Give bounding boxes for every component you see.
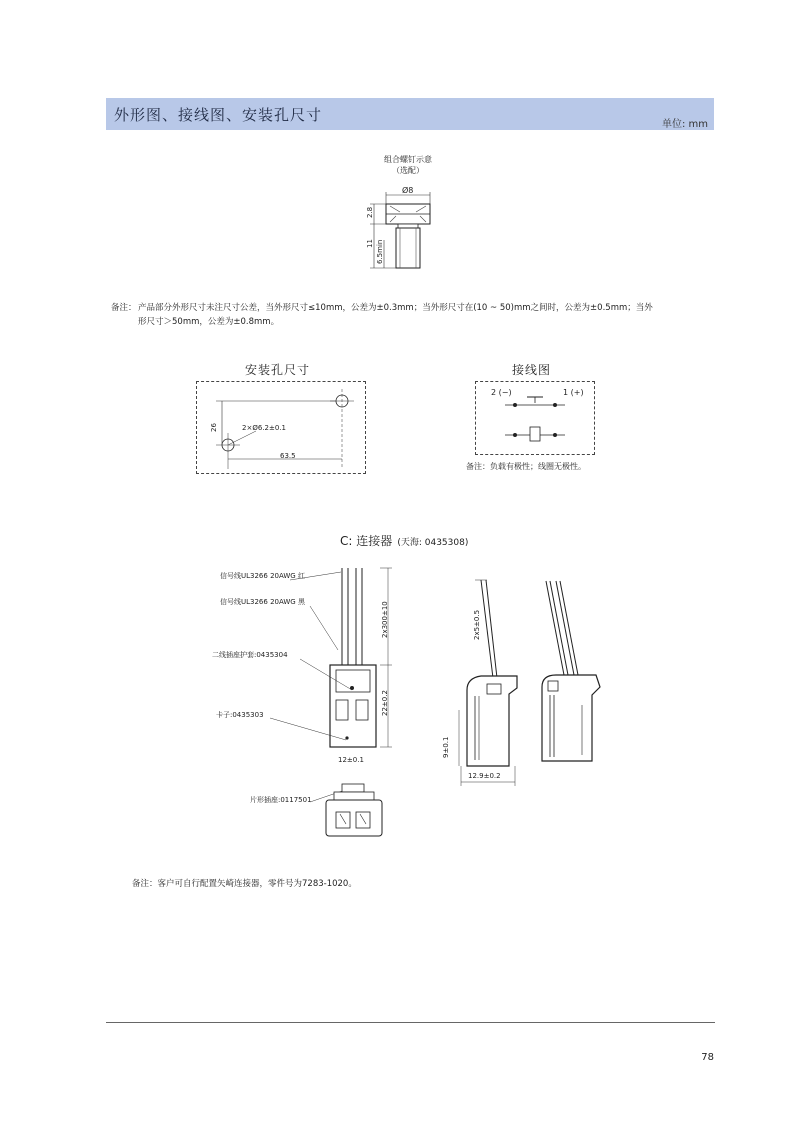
screw-dim-diameter: Ø8 xyxy=(402,186,414,195)
connector-side-drawing xyxy=(445,570,525,790)
label-black-wire: 信号线UL3266 20AWG 黑 xyxy=(220,598,305,606)
footer-divider xyxy=(106,1022,715,1023)
wiring-pin-left: 2 (−) xyxy=(491,388,512,397)
mounting-dim-hole: 2×Ø6.2±0.1 xyxy=(242,424,286,432)
label-housing: 二线插座护套:0435304 xyxy=(212,651,288,659)
label-red-wire: 信号线UL3266 20AWG 红 xyxy=(220,572,305,580)
screw-dim-min: 6.5min xyxy=(376,239,384,264)
tab-receptacle-drawing xyxy=(320,782,390,842)
label-tab: 片形插座:0117501 xyxy=(250,796,312,804)
connector-dim-side-width: 12.9±0.2 xyxy=(468,772,501,780)
connector-title-main: C: 连接器 xyxy=(340,534,393,548)
unit-label: 单位: mm xyxy=(661,119,708,130)
connector-rear-drawing xyxy=(530,575,610,775)
connector-dim-pitch: 2x5±0.5 xyxy=(473,609,481,640)
mounting-title: 安装孔尺寸 xyxy=(245,363,311,377)
note-tolerance-line2: 形尺寸＞50mm，公差为±0.8mm。 xyxy=(138,317,280,327)
mounting-dim-vertical: 26 xyxy=(210,423,218,432)
connector-dim-depth: 9±0.1 xyxy=(442,736,450,758)
note-connector: 备注：客户可自行配置矢崎连接器，零件号为7283-1020。 xyxy=(132,879,357,889)
mounting-dim-horizontal: 63.5 xyxy=(280,452,296,460)
note-tolerance-label: 备注： xyxy=(111,303,137,313)
connector-dim-width: 12±0.1 xyxy=(338,756,364,764)
screw-dim-length: 11 xyxy=(366,239,374,248)
section-title: 外形图、接线图、安装孔尺寸 xyxy=(114,106,323,124)
screw-caption-line2: （选配） xyxy=(392,166,424,175)
connector-dim-height: 22±0.2 xyxy=(381,690,389,716)
connector-dim-wire: 2x300±10 xyxy=(381,601,389,638)
screw-dim-head: 2.8 xyxy=(366,206,374,218)
note-tolerance-line1: 产品部分外形尺寸未注尺寸公差，当外形尺寸≤10mm，公差为±0.3mm；当外形尺寸在(10 ~ 50)mm之间时，公差为±0.5mm；当外 xyxy=(138,303,653,313)
page-number: 78 xyxy=(701,1052,714,1063)
wiring-title: 接线图 xyxy=(512,363,552,377)
label-terminal: 卡子:0435303 xyxy=(216,711,264,719)
connector-title-sub: (天海: 0435308) xyxy=(397,538,469,548)
wiring-pin-right: 1 (+) xyxy=(563,388,584,397)
screw-caption-line1: 组合螺钉示意 xyxy=(384,155,432,164)
wiring-note: 备注：负载有极性；线圈无极性。 xyxy=(466,462,586,471)
